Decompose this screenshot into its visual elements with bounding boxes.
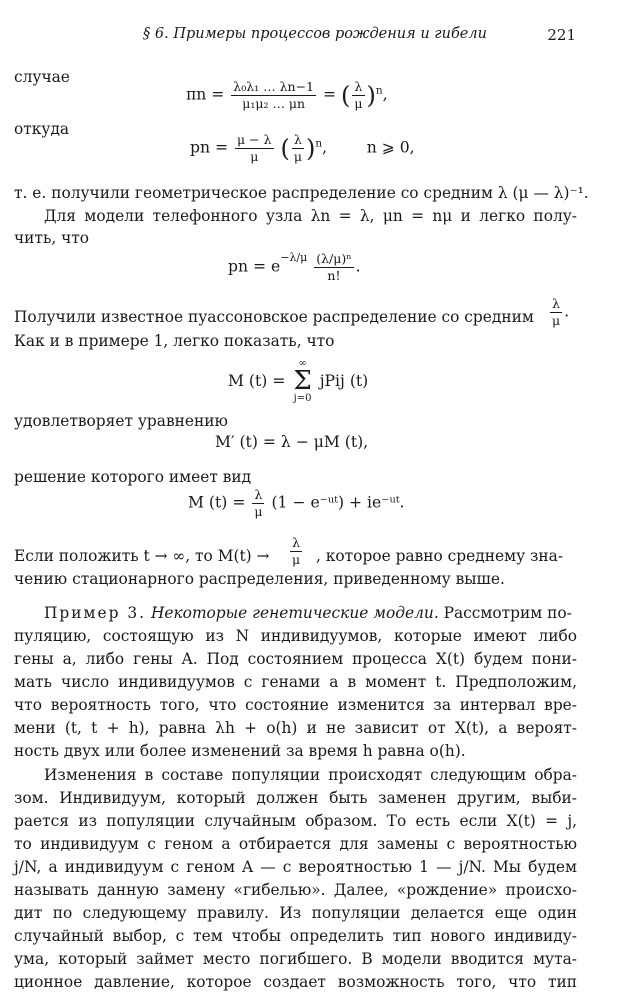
pi-inner-denominator: μ — [354, 96, 363, 111]
sum-sigma: Σ — [293, 366, 312, 396]
changes-line-6: называть данную замену «гибелью». Далее, «рождение» происхо- — [14, 881, 577, 899]
example3-line-7: ность двух или более изменений за время h равна o(h). — [14, 742, 466, 760]
changes-line-1: Изменения в составе популяции происходят следующим обра- — [44, 766, 577, 784]
changes-line-7: дит по следующему правилу. Из популяции делается еще один — [14, 904, 577, 922]
equation-p-n — [190, 133, 415, 164]
text-telephone-line-2: чить, что — [14, 229, 90, 247]
changes-line-2: зом. Индивидуум, который должен быть заменен другим, выби- — [14, 789, 577, 807]
changes-line-3: рается из популяции случайным образом. То есть если X(t) = j, — [14, 812, 577, 830]
equation-pi-n — [186, 80, 388, 111]
pn-lhs: pn = — [190, 138, 229, 157]
example3-line-1 — [44, 602, 577, 625]
pn-lparen: ( — [280, 134, 290, 163]
pois-numerator: (λ/μ)ⁿ — [316, 251, 352, 266]
example3-line-2: пуляцию, состоящую из N индивидуумов, которые имеют либо — [14, 627, 577, 645]
page-number: 221 — [547, 26, 576, 44]
changes-line-10: ционное давление, которое создает возможность того, что тип — [14, 973, 577, 991]
text-poisson-line: Получили известное пуассоновское распределение со средним — [14, 308, 534, 326]
mean-dot: . — [564, 302, 570, 321]
equation-poisson — [228, 252, 361, 283]
changes-line-9: ума, который займет место погибшего. В модели вводится мута- — [14, 950, 577, 968]
sol-rhs: (1 − e⁻ᵘᵗ) + ie⁻ᵘᵗ. — [271, 493, 405, 512]
sum-upper-limit: ∞ — [298, 358, 307, 369]
limit-fraction-wrap — [288, 536, 304, 567]
changes-line-8: случайный выбор, с тем чтобы определить тип нового индивиду- — [14, 927, 577, 945]
sol-lhs: M (t) = — [188, 493, 246, 512]
pn-inner-numerator: λ — [292, 133, 304, 149]
pi-numerator: λ₀λ₁ … λn−1 — [233, 79, 315, 94]
pi-power: n — [375, 84, 383, 97]
text-limit-line-b: , которое равно среднему зна- — [316, 547, 564, 565]
sum-operator — [293, 358, 311, 404]
mean-numerator: λ — [550, 297, 562, 313]
example3-line-3: гены a, либо гены A. Под состоянием процесса X(t) будем пони- — [14, 650, 577, 668]
example3-title: Некоторые генетические модели. — [150, 604, 439, 622]
pi-fraction — [231, 80, 316, 111]
sum-lhs: M (t) = — [228, 372, 286, 390]
limit-numerator: λ — [290, 536, 302, 552]
sol-fraction — [252, 488, 264, 519]
pn-inner-denominator: μ — [293, 149, 302, 164]
equation-sum — [228, 358, 368, 404]
pi-lhs: πn = — [186, 85, 225, 104]
mean-fraction-wrap — [548, 297, 569, 328]
mean-fraction — [550, 297, 562, 328]
pi-denominator: μ₁μ₂ … μn — [242, 96, 306, 111]
pi-inner-numerator: λ — [352, 80, 364, 96]
pn-numerator: μ − λ — [237, 132, 272, 147]
example3-line-1-rest: Рассмотрим по- — [443, 604, 572, 622]
example3-line-4: мать число индивидуумов с генами a в момент t. Предположим, — [14, 673, 577, 691]
pi-equals: = — [322, 85, 337, 104]
page-header — [100, 26, 576, 46]
equation-ode: M′ (t) = λ − μM (t), — [215, 433, 369, 451]
pn-denominator: μ — [250, 149, 259, 164]
pn-condition: , n ⩾ 0, — [322, 138, 415, 157]
pois-denominator: n! — [327, 268, 341, 283]
sol-denominator: μ — [254, 504, 263, 519]
equation-solution — [188, 488, 405, 519]
sum-rhs: jPij (t) — [319, 372, 369, 390]
running-title: § 6. Примеры процессов рождения и гибели — [143, 26, 487, 42]
example3-line-5: что вероятность того, что состояние изменится за интервал вре- — [14, 696, 577, 714]
pi-inner-fraction — [352, 80, 364, 111]
sum-lower-limit: j=0 — [293, 393, 312, 404]
pois-fraction — [314, 252, 353, 283]
changes-line-4: то индивидуум с геном a отбирается для замены с вероятностью — [14, 835, 577, 853]
example3-label: Пример 3. — [44, 604, 147, 622]
pois-exponent: −λ/μ — [280, 251, 308, 265]
text-limit-line-a: Если положить t → ∞, то M(t) → — [14, 547, 270, 565]
changes-line-5: j/N, а индивидуум с геном A — с вероятностью 1 — j/N. Мы будем — [14, 858, 577, 876]
text-limit-line-2: чению стационарного распределения, приведенному выше. — [14, 570, 505, 588]
text-satisfies-line: удовлетворяет уравнению — [14, 412, 228, 430]
pn-rparen: ) — [305, 134, 316, 163]
pi-lparen: ( — [341, 81, 351, 110]
text-sluchae: случае — [14, 68, 70, 86]
pi-comma: , — [382, 85, 388, 104]
limit-fraction — [290, 536, 302, 567]
mean-denominator: μ — [552, 313, 561, 328]
text-telephone-line-1: Для модели телефонного узла λn = λ, μn = nμ и легко полу- — [44, 207, 577, 225]
limit-denominator: μ — [292, 552, 301, 567]
sol-numerator: λ — [252, 488, 264, 504]
text-otkuda: откуда — [14, 120, 70, 138]
text-solution-line: решение которого имеет вид — [14, 468, 252, 486]
text-geometric-line: т. е. получили геометрическое распределение со средним λ (μ — λ)⁻¹. — [14, 184, 589, 202]
pi-rparen: ) — [366, 81, 376, 110]
pn-power: n — [315, 137, 323, 150]
example3-line-6: мени (t, t + h), равна λh + o(h) и не зависит от X(t), а вероят- — [14, 719, 577, 737]
pn-fraction — [235, 133, 273, 164]
pois-dot: . — [355, 257, 361, 276]
text-example1-line: Как и в примере 1, легко показать, что — [14, 332, 335, 350]
pn-inner-fraction — [292, 133, 304, 164]
pois-lhs: pn = e — [228, 257, 281, 276]
